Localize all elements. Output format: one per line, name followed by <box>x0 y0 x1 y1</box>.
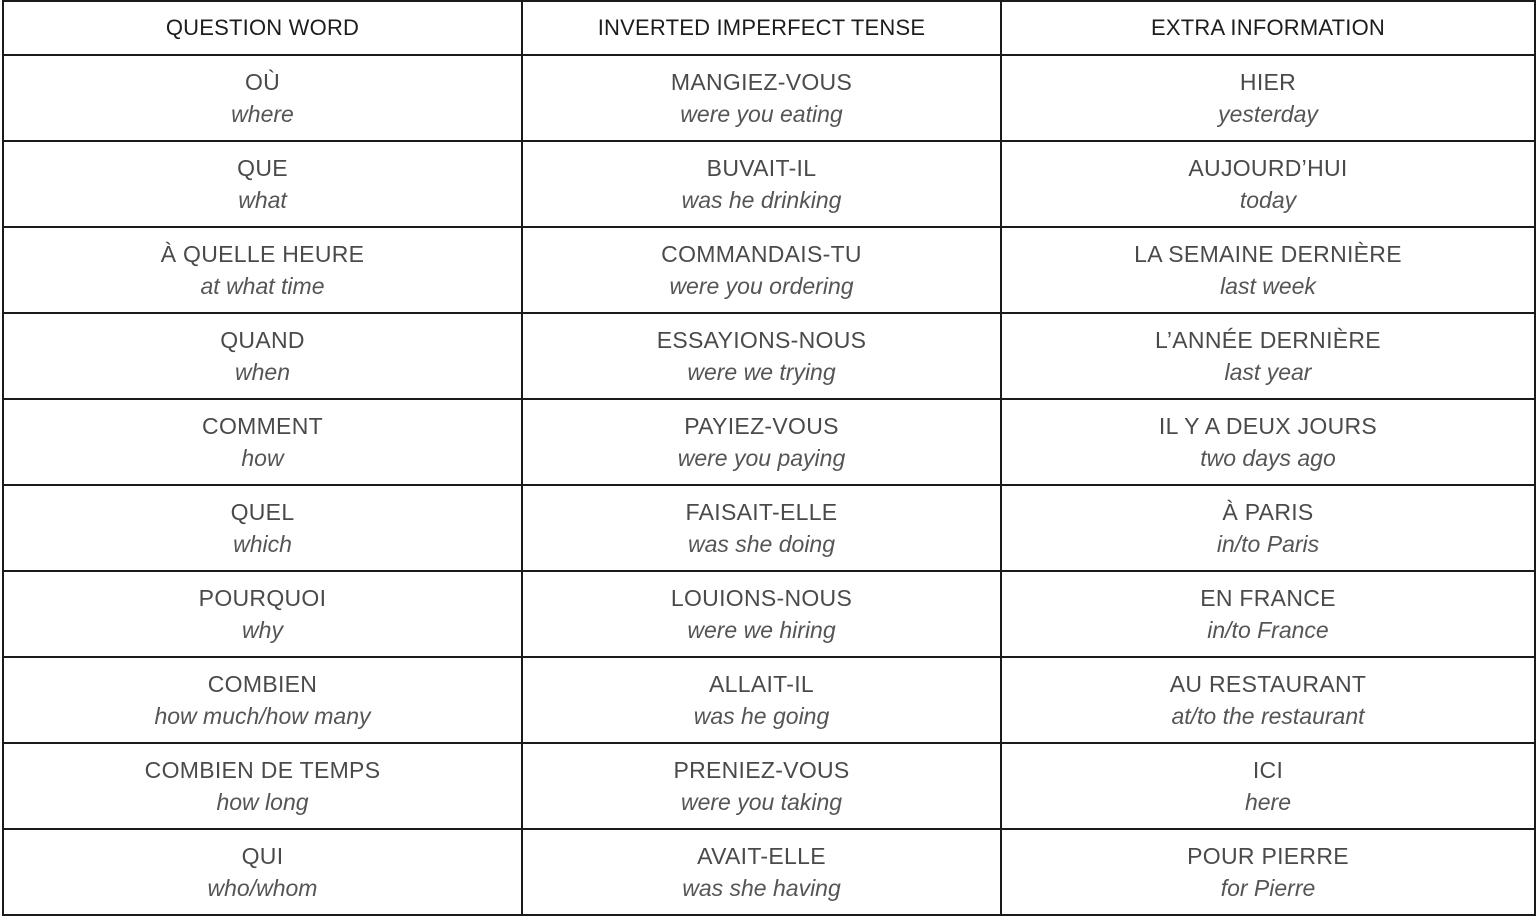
extra-information-cell <box>1001 55 1535 141</box>
extra-information-french: LA SEMAINE DERNIÈRE <box>1134 241 1402 267</box>
table-row <box>3 399 1535 485</box>
question-word-cell <box>3 141 522 227</box>
header-extra-information: EXTRA INFORMATION <box>1001 1 1535 55</box>
extra-information-french: L’ANNÉE DERNIÈRE <box>1155 327 1381 353</box>
table-row <box>3 227 1535 313</box>
extra-information-english: two days ago <box>1200 445 1336 471</box>
extra-information-english: in/to France <box>1207 617 1329 643</box>
table-row <box>3 55 1535 141</box>
extra-information-french: AU RESTAURANT <box>1169 671 1367 697</box>
inverted-verb-french: MANGIEZ-VOUS <box>670 69 853 95</box>
extra-information-english: here <box>1244 789 1292 815</box>
inverted-verb-cell <box>522 227 1001 313</box>
question-word-english: how much/how many <box>154 703 371 729</box>
extra-information-cell <box>1001 313 1535 399</box>
header-row <box>3 1 1535 55</box>
extra-information-cell <box>1001 141 1535 227</box>
extra-information-french: POUR PIERRE <box>1187 843 1349 869</box>
inverted-verb-english: were you taking <box>680 789 843 815</box>
inverted-verb-cell <box>522 829 1001 915</box>
inverted-verb-french: PRENIEZ-VOUS <box>673 757 850 783</box>
header-inverted-imperfect-tense: INVERTED IMPERFECT TENSE <box>522 1 1001 55</box>
question-word-cell <box>3 55 522 141</box>
extra-information-french: HIER <box>1239 69 1297 95</box>
table-row <box>3 571 1535 657</box>
inverted-verb-french: AVAIT-ELLE <box>697 843 826 869</box>
inverted-verb-french: PAYIEZ-VOUS <box>684 413 839 439</box>
inverted-verb-english: were you ordering <box>669 273 854 299</box>
extra-information-french: EN FRANCE <box>1200 585 1336 611</box>
question-word-english: which <box>233 531 292 557</box>
inverted-verb-english: were we trying <box>687 359 836 385</box>
inverted-verb-cell <box>522 313 1001 399</box>
inverted-verb-french: ESSAYIONS-NOUS <box>656 327 867 353</box>
header-question-word: QUESTION WORD <box>3 1 522 55</box>
inverted-verb-french: FAISAIT-ELLE <box>685 499 838 525</box>
inverted-verb-english: was he going <box>693 703 830 729</box>
question-word-cell <box>3 743 522 829</box>
extra-information-cell <box>1001 829 1535 915</box>
extra-information-cell <box>1001 399 1535 485</box>
question-word-cell <box>3 829 522 915</box>
extra-information-cell <box>1001 227 1535 313</box>
vocabulary-table <box>2 0 1536 916</box>
table-row <box>3 829 1535 915</box>
inverted-verb-english: was she having <box>682 875 841 901</box>
inverted-verb-french: BUVAIT-IL <box>706 155 817 181</box>
question-word-english: who/whom <box>207 875 318 901</box>
extra-information-english: for Pierre <box>1220 875 1316 901</box>
extra-information-english: yesterday <box>1218 101 1318 127</box>
inverted-verb-cell <box>522 743 1001 829</box>
inverted-verb-french: LOUIONS-NOUS <box>670 585 853 611</box>
extra-information-french: ICI <box>1252 757 1284 783</box>
extra-information-cell <box>1001 743 1535 829</box>
table-row <box>3 141 1535 227</box>
question-word-cell <box>3 227 522 313</box>
question-word-cell <box>3 571 522 657</box>
question-word-english: at what time <box>200 273 325 299</box>
inverted-verb-cell <box>522 55 1001 141</box>
inverted-verb-english: were you paying <box>677 445 846 471</box>
inverted-verb-cell <box>522 485 1001 571</box>
question-word-english: how <box>241 445 284 471</box>
question-word-french: QUEL <box>230 499 295 525</box>
question-word-french: OÙ <box>244 69 281 95</box>
extra-information-french: À PARIS <box>1222 499 1314 525</box>
question-word-english: how long <box>216 789 309 815</box>
inverted-verb-cell <box>522 657 1001 743</box>
question-word-french: POURQUOI <box>198 585 327 611</box>
extra-information-english: today <box>1239 187 1297 213</box>
extra-information-french: AUJOURD’HUI <box>1188 155 1348 181</box>
question-word-french: À QUELLE HEURE <box>160 241 365 267</box>
inverted-verb-cell <box>522 571 1001 657</box>
question-word-cell <box>3 657 522 743</box>
question-word-english: why <box>242 617 283 643</box>
question-word-french: QUE <box>237 155 288 181</box>
question-word-french: COMBIEN DE TEMPS <box>144 757 381 783</box>
question-word-english: what <box>238 187 287 213</box>
question-word-english: when <box>235 359 290 385</box>
table-row <box>3 743 1535 829</box>
question-word-french: QUI <box>241 843 284 869</box>
question-word-french: COMMENT <box>202 413 323 439</box>
extra-information-english: last year <box>1224 359 1312 385</box>
question-word-cell <box>3 313 522 399</box>
inverted-verb-english: was he drinking <box>681 187 842 213</box>
vocabulary-table-sheet <box>2 0 1534 922</box>
inverted-verb-french: ALLAIT-IL <box>709 671 814 697</box>
inverted-verb-french: COMMANDAIS-TU <box>661 241 862 267</box>
question-word-cell <box>3 485 522 571</box>
inverted-verb-cell <box>522 399 1001 485</box>
extra-information-english: at/to the restaurant <box>1171 703 1365 729</box>
extra-information-cell <box>1001 657 1535 743</box>
question-word-cell <box>3 399 522 485</box>
question-word-french: COMBIEN <box>207 671 318 697</box>
question-word-french: QUAND <box>220 327 305 353</box>
extra-information-cell <box>1001 485 1535 571</box>
inverted-verb-english: were we hiring <box>687 617 836 643</box>
extra-information-english: in/to Paris <box>1216 531 1320 557</box>
table-body <box>3 55 1535 915</box>
inverted-verb-english: was she doing <box>687 531 836 557</box>
extra-information-english: last week <box>1220 273 1316 299</box>
extra-information-cell <box>1001 571 1535 657</box>
inverted-verb-english: were you eating <box>680 101 843 127</box>
inverted-verb-cell <box>522 141 1001 227</box>
table-row <box>3 657 1535 743</box>
table-row <box>3 485 1535 571</box>
question-word-english: where <box>231 101 294 127</box>
extra-information-french: IL Y A DEUX JOURS <box>1158 413 1378 439</box>
table-row <box>3 313 1535 399</box>
